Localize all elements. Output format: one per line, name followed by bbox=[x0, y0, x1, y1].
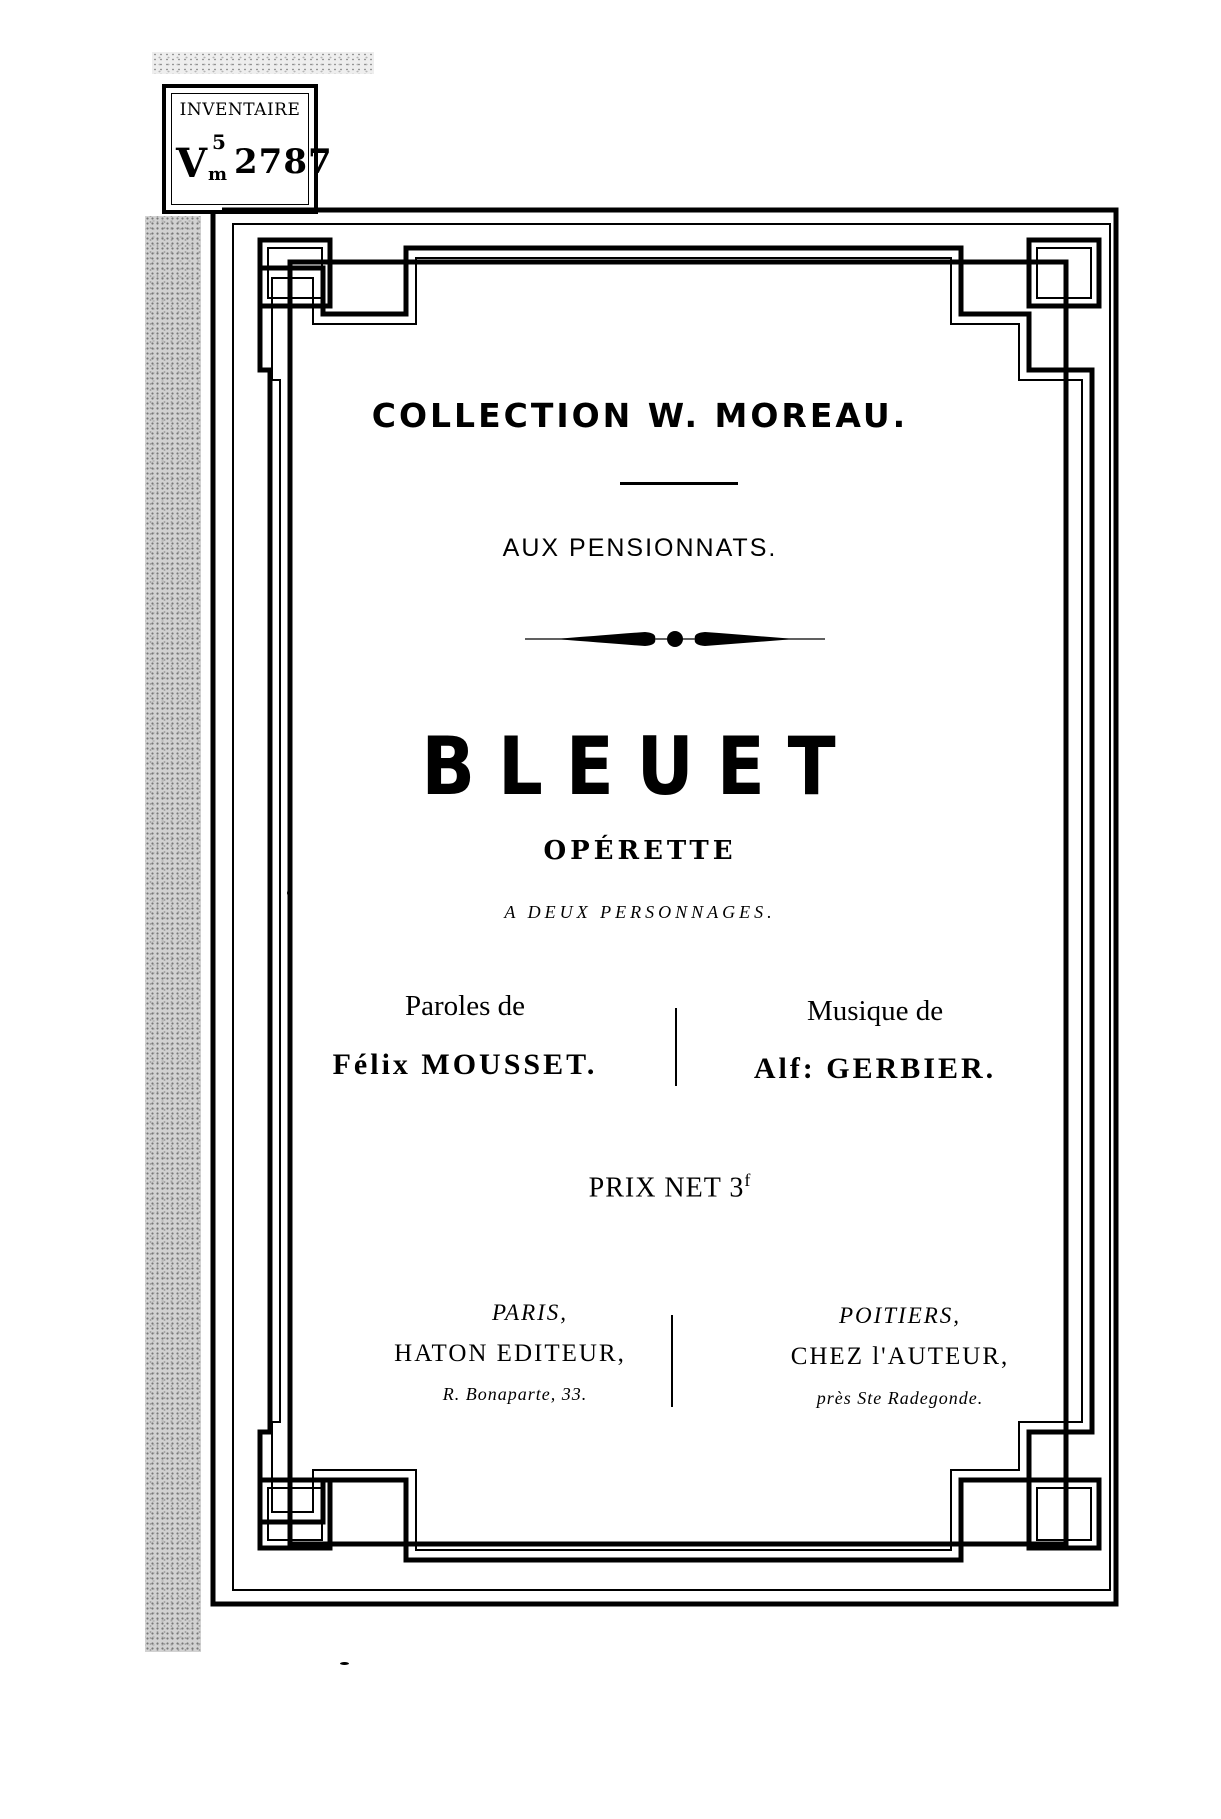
dedication: AUX PENSIONNATS. bbox=[502, 534, 778, 562]
price-text: PRIX NET 3 bbox=[588, 1172, 745, 1204]
poitiers-city: POITIERS, bbox=[838, 1303, 962, 1328]
paris-city: PARIS, bbox=[491, 1300, 569, 1325]
shelfmark-letter: V bbox=[176, 140, 208, 187]
credits-divider bbox=[675, 1008, 677, 1086]
ink-speck bbox=[340, 1662, 349, 1665]
lyrics-label: Paroles de bbox=[405, 990, 525, 1022]
lyricist-name: Félix MOUSSET. bbox=[332, 1048, 598, 1081]
publishers-divider bbox=[671, 1315, 673, 1407]
work-genre: OPÉRETTE bbox=[543, 836, 737, 866]
characters-note: A DEUX PERSONNAGES. bbox=[504, 902, 776, 922]
collection-title: COLLECTION W. MOREAU. bbox=[371, 396, 909, 435]
shelfmark-subscript: m bbox=[208, 164, 228, 185]
music-label: Musique de bbox=[806, 995, 944, 1027]
ink-speck bbox=[287, 890, 291, 896]
stamp-label: INVENTAIRE bbox=[179, 100, 301, 120]
paris-address: R. Bonaparte, 33. bbox=[442, 1384, 588, 1404]
composer-name: Alf: GERBIER. bbox=[753, 1052, 997, 1085]
title-rule bbox=[620, 482, 738, 485]
shelfmark-superscript: 5 bbox=[212, 130, 226, 154]
work-title: BLEUET bbox=[421, 720, 859, 813]
shelfmark-number: 2787 bbox=[234, 142, 333, 182]
poitiers-address: près Ste Radegonde. bbox=[816, 1388, 984, 1408]
paris-publisher: HATON EDITEUR, bbox=[394, 1340, 626, 1367]
poitiers-publisher: CHEZ l'AUTEUR, bbox=[790, 1343, 1010, 1370]
price-unit: f bbox=[744, 1170, 752, 1190]
price bbox=[540, 1170, 800, 1204]
ornament-divider-icon bbox=[525, 625, 825, 655]
